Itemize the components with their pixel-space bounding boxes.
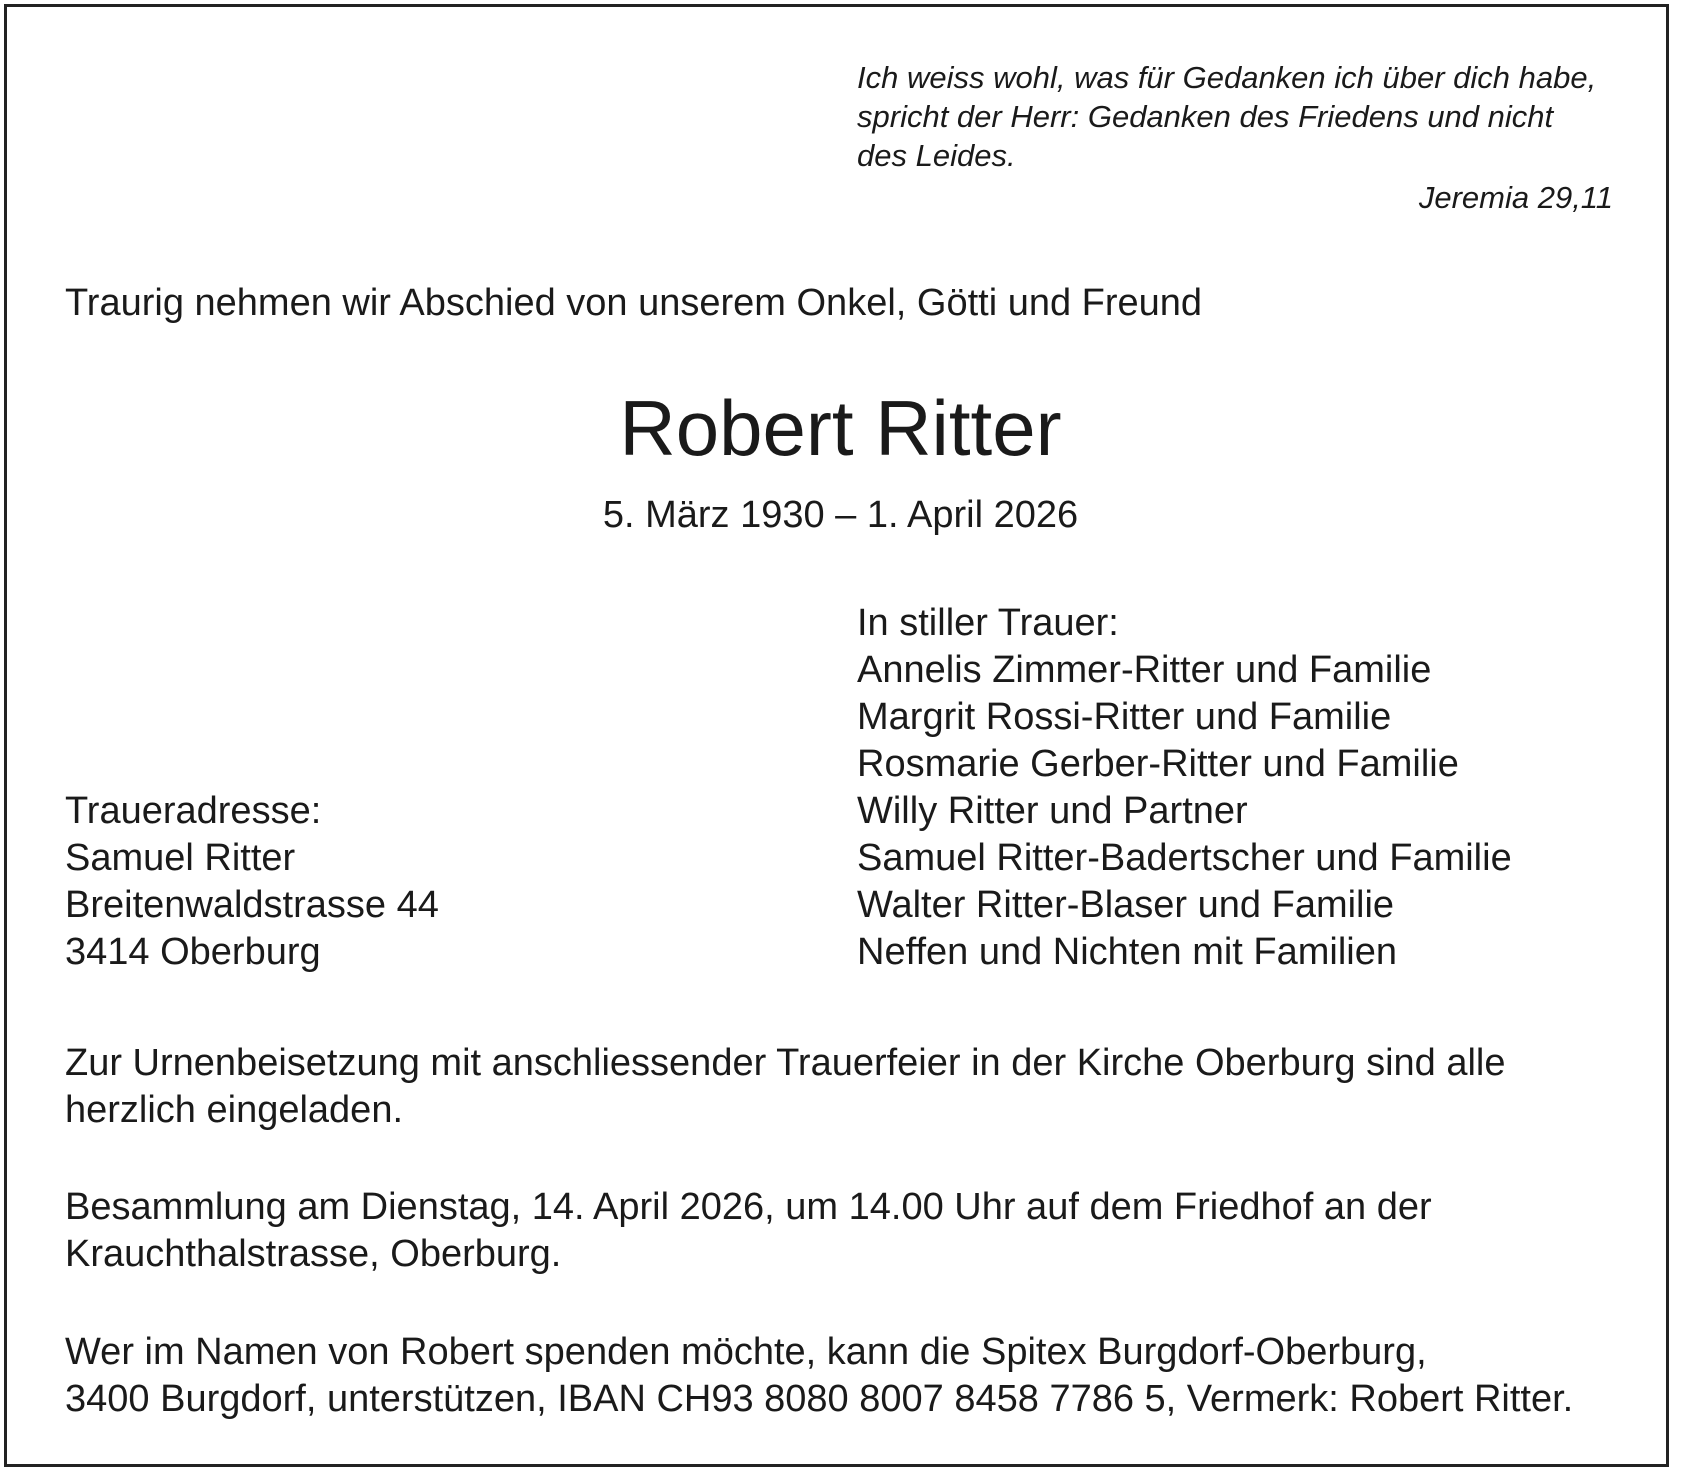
mourner-entry: Neffen und Nichten mit Familien bbox=[857, 931, 1397, 973]
verse-line: Ich weiss wohl, was für Gedanken ich über dich habe, bbox=[857, 60, 1597, 95]
verse-line: spricht der Herr: Gedanken des Friedens und nicht bbox=[857, 99, 1554, 134]
address-heading: Traueradresse: bbox=[65, 790, 322, 832]
bible-verse bbox=[857, 58, 1617, 175]
gathering-line: Krauchthalstrasse, Oberburg. bbox=[65, 1233, 562, 1275]
life-dates: 5. März 1930 – 1. April 2026 bbox=[602, 494, 1079, 536]
mourner-entry: Rosmarie Gerber-Ritter und Familie bbox=[857, 743, 1459, 785]
mourner-entry: Willy Ritter und Partner bbox=[857, 790, 1248, 832]
deceased-name: Robert Ritter bbox=[619, 384, 1062, 472]
ceremony-paragraph bbox=[65, 1040, 1625, 1134]
mourner-entry: Walter Ritter-Blaser und Familie bbox=[857, 884, 1395, 926]
intro-text: Traurig nehmen wir Abschied von unserem Onkel, Götti und Freund bbox=[65, 282, 1203, 324]
mourner-entry: Margrit Rossi-Ritter und Familie bbox=[857, 696, 1392, 738]
donation-paragraph bbox=[65, 1329, 1625, 1423]
donation-line: 3400 Burgdorf, unterstützen, IBAN CH93 8080 8007 8458 7786 5, Vermerk: Robert Ritter. bbox=[65, 1378, 1574, 1420]
mourner-entry: Annelis Zimmer-Ritter und Familie bbox=[857, 649, 1432, 691]
mourners-heading: In stiller Trauer: bbox=[857, 602, 1119, 644]
verse-reference: Jeremia 29,11 bbox=[1418, 180, 1613, 215]
gathering-line: Besammlung am Dienstag, 14. April 2026, um 14.00 Uhr auf dem Friedhof an der bbox=[65, 1186, 1432, 1228]
mourners-list bbox=[857, 600, 1512, 976]
ceremony-line: Zur Urnenbeisetzung mit anschliessender Trauerfeier in der Kirche Oberburg sind alle bbox=[65, 1042, 1506, 1084]
address-name: Samuel Ritter bbox=[65, 837, 296, 879]
mourning-address bbox=[65, 788, 439, 976]
address-city: 3414 Oberburg bbox=[65, 931, 321, 973]
donation-line: Wer im Namen von Robert spenden möchte, kann die Spitex Burgdorf-Oberburg, bbox=[65, 1331, 1427, 1373]
ceremony-line: herzlich eingeladen. bbox=[65, 1089, 404, 1131]
address-street: Breitenwaldstrasse 44 bbox=[65, 884, 439, 926]
verse-line: des Leides. bbox=[857, 138, 1016, 173]
mourner-entry: Samuel Ritter-Badertscher und Familie bbox=[857, 837, 1512, 879]
gathering-paragraph bbox=[65, 1184, 1625, 1278]
